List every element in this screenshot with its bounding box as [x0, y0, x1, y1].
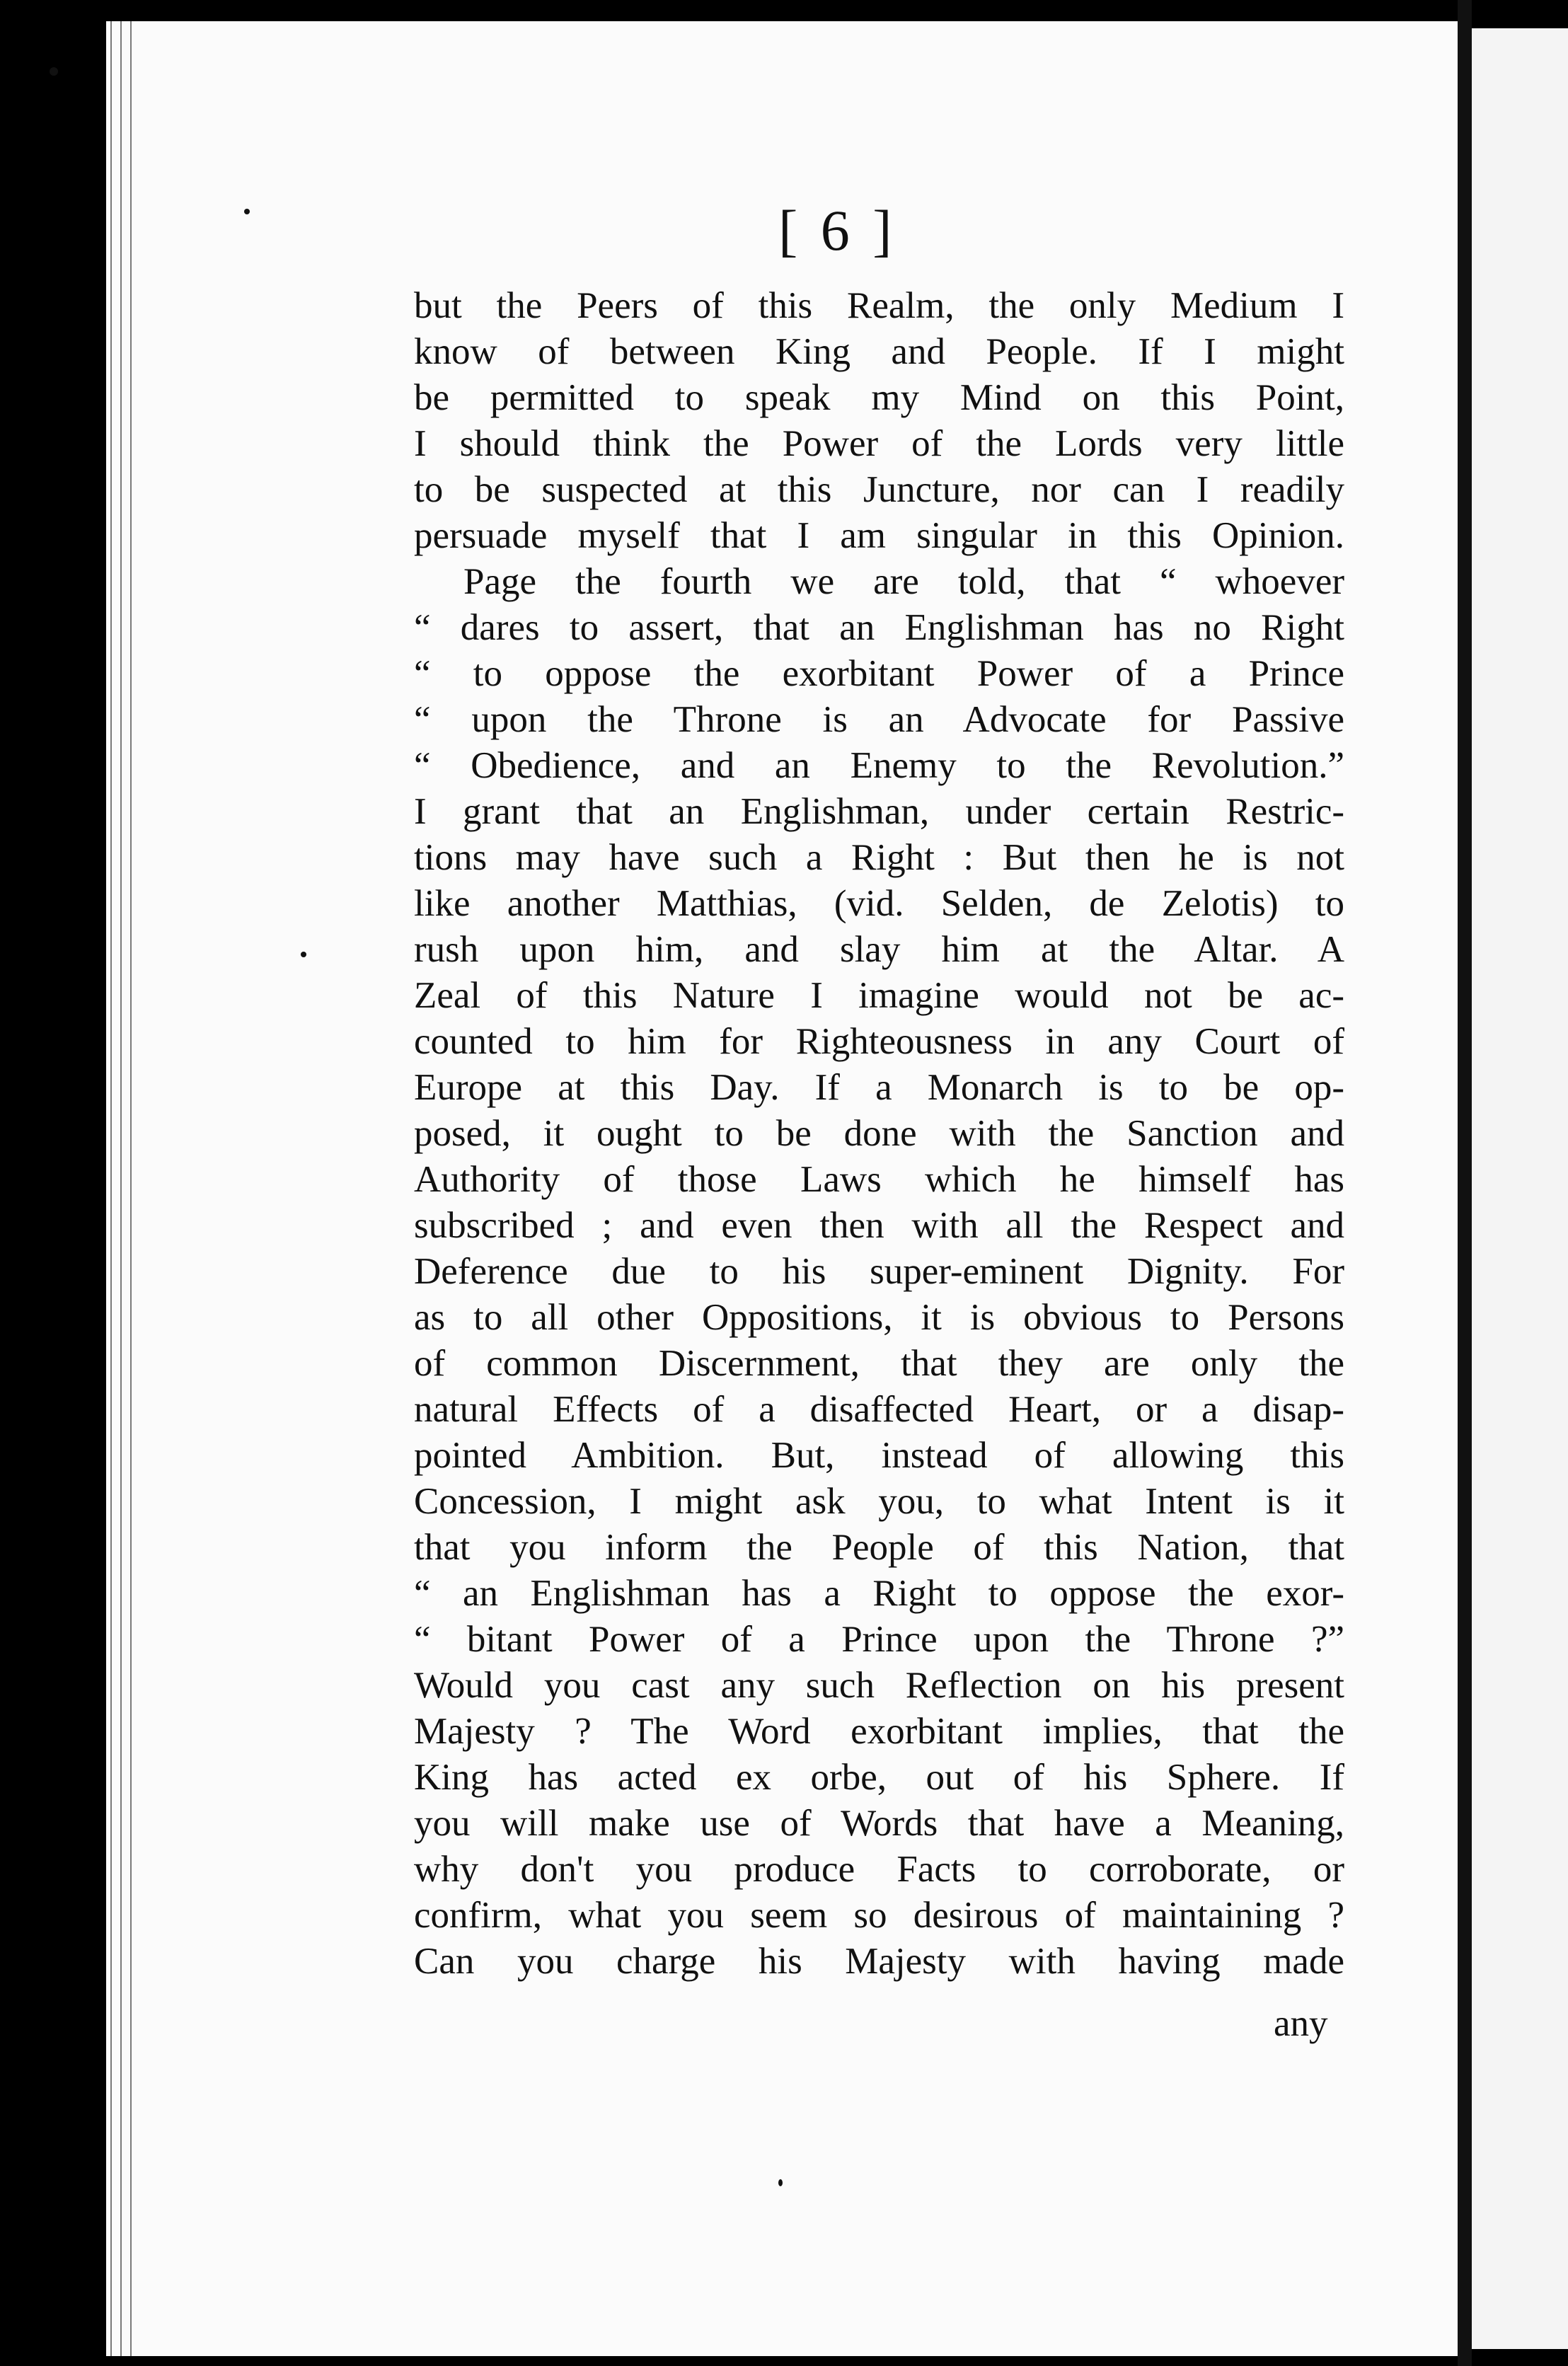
text-line: natural Effects of a disaffected Heart, or a disap- — [414, 1389, 1344, 1430]
text-line: Authority of those Laws which he himself has — [414, 1159, 1344, 1200]
text-line: pointed Ambition. But, instead of allowing this — [414, 1435, 1344, 1476]
facing-page-edge — [1472, 28, 1568, 2349]
text-line: Concession, I might ask you, to what Intent is it — [414, 1481, 1344, 1522]
text-line: Zeal of this Nature I imagine would not be ac- — [414, 975, 1344, 1016]
text-line: confirm, what you seem so desirous of maintaining ? — [414, 1895, 1344, 1936]
text-line: why don't you produce Facts to corroborate, or — [414, 1849, 1344, 1890]
text-line: Would you cast any such Reflection on his present — [414, 1665, 1344, 1706]
text-line: of common Discernment, that they are only the — [414, 1343, 1344, 1384]
text-line: subscribed ; and even then with all the Respect and — [414, 1205, 1344, 1246]
text-line: Page the fourth we are told, that “ whoever — [463, 561, 1344, 602]
ink-speck — [50, 67, 58, 76]
text-line: “ to oppose the exorbitant Power of a Prince — [414, 653, 1344, 694]
text-line: Majesty ? The Word exorbitant implies, that the — [414, 1711, 1344, 1752]
text-line: “ dares to assert, that an Englishman has no Right — [414, 607, 1344, 648]
text-line: but the Peers of this Realm, the only Medium I — [414, 285, 1344, 326]
text-line: King has acted ex orbe, out of his Sphere. If — [414, 1757, 1344, 1798]
text-line: tions may have such a Right : But then he is not — [414, 837, 1344, 878]
text-line: as to all other Oppositions, it is obvious to Persons — [414, 1297, 1344, 1338]
page-number-header: [ 6 ] — [778, 198, 897, 262]
text-line: persuade myself that I am singular in this Opinion. — [414, 515, 1344, 556]
text-line: Deference due to his super-eminent Dignity. For — [414, 1251, 1344, 1292]
text-line: I should think the Power of the Lords very little — [414, 423, 1344, 464]
page-edge-shadow — [1458, 0, 1472, 2366]
text-line: to be suspected at this Juncture, nor can I readily — [414, 469, 1344, 510]
text-line: counted to him for Righteousness in any Court of — [414, 1021, 1344, 1062]
text-line: Can you charge his Majesty with having made — [414, 1941, 1344, 1982]
ink-speck — [301, 952, 306, 957]
text-line: know of between King and People. If I might — [414, 331, 1344, 372]
text-line: be permitted to speak my Mind on this Point, — [414, 377, 1344, 418]
body-text — [414, 283, 1344, 1985]
text-line: “ an Englishman has a Right to oppose the exor- — [414, 1573, 1344, 1614]
text-line: “ upon the Throne is an Advocate for Passive — [414, 699, 1344, 740]
text-line: like another Matthias, (vid. Selden, de Zelotis) to — [414, 883, 1344, 924]
text-line: rush upon him, and slay him at the Altar. A — [414, 929, 1344, 970]
catchword: any — [1274, 2003, 1328, 2044]
binding-gutter — [106, 21, 134, 2356]
text-line: that you inform the People of this Nation, that — [414, 1527, 1344, 1568]
text-line: you will make use of Words that have a Meaning, — [414, 1803, 1344, 1844]
text-line: “ bitant Power of a Prince upon the Throne ?” — [414, 1619, 1344, 1660]
text-line: Europe at this Day. If a Monarch is to be op- — [414, 1067, 1344, 1108]
text-line: posed, it ought to be done with the Sanction and — [414, 1113, 1344, 1154]
ink-speck — [244, 209, 250, 214]
ink-speck — [778, 2179, 783, 2186]
text-line: I grant that an Englishman, under certain Restric- — [414, 791, 1344, 832]
text-line: “ Obedience, and an Enemy to the Revolution.” — [414, 745, 1344, 786]
